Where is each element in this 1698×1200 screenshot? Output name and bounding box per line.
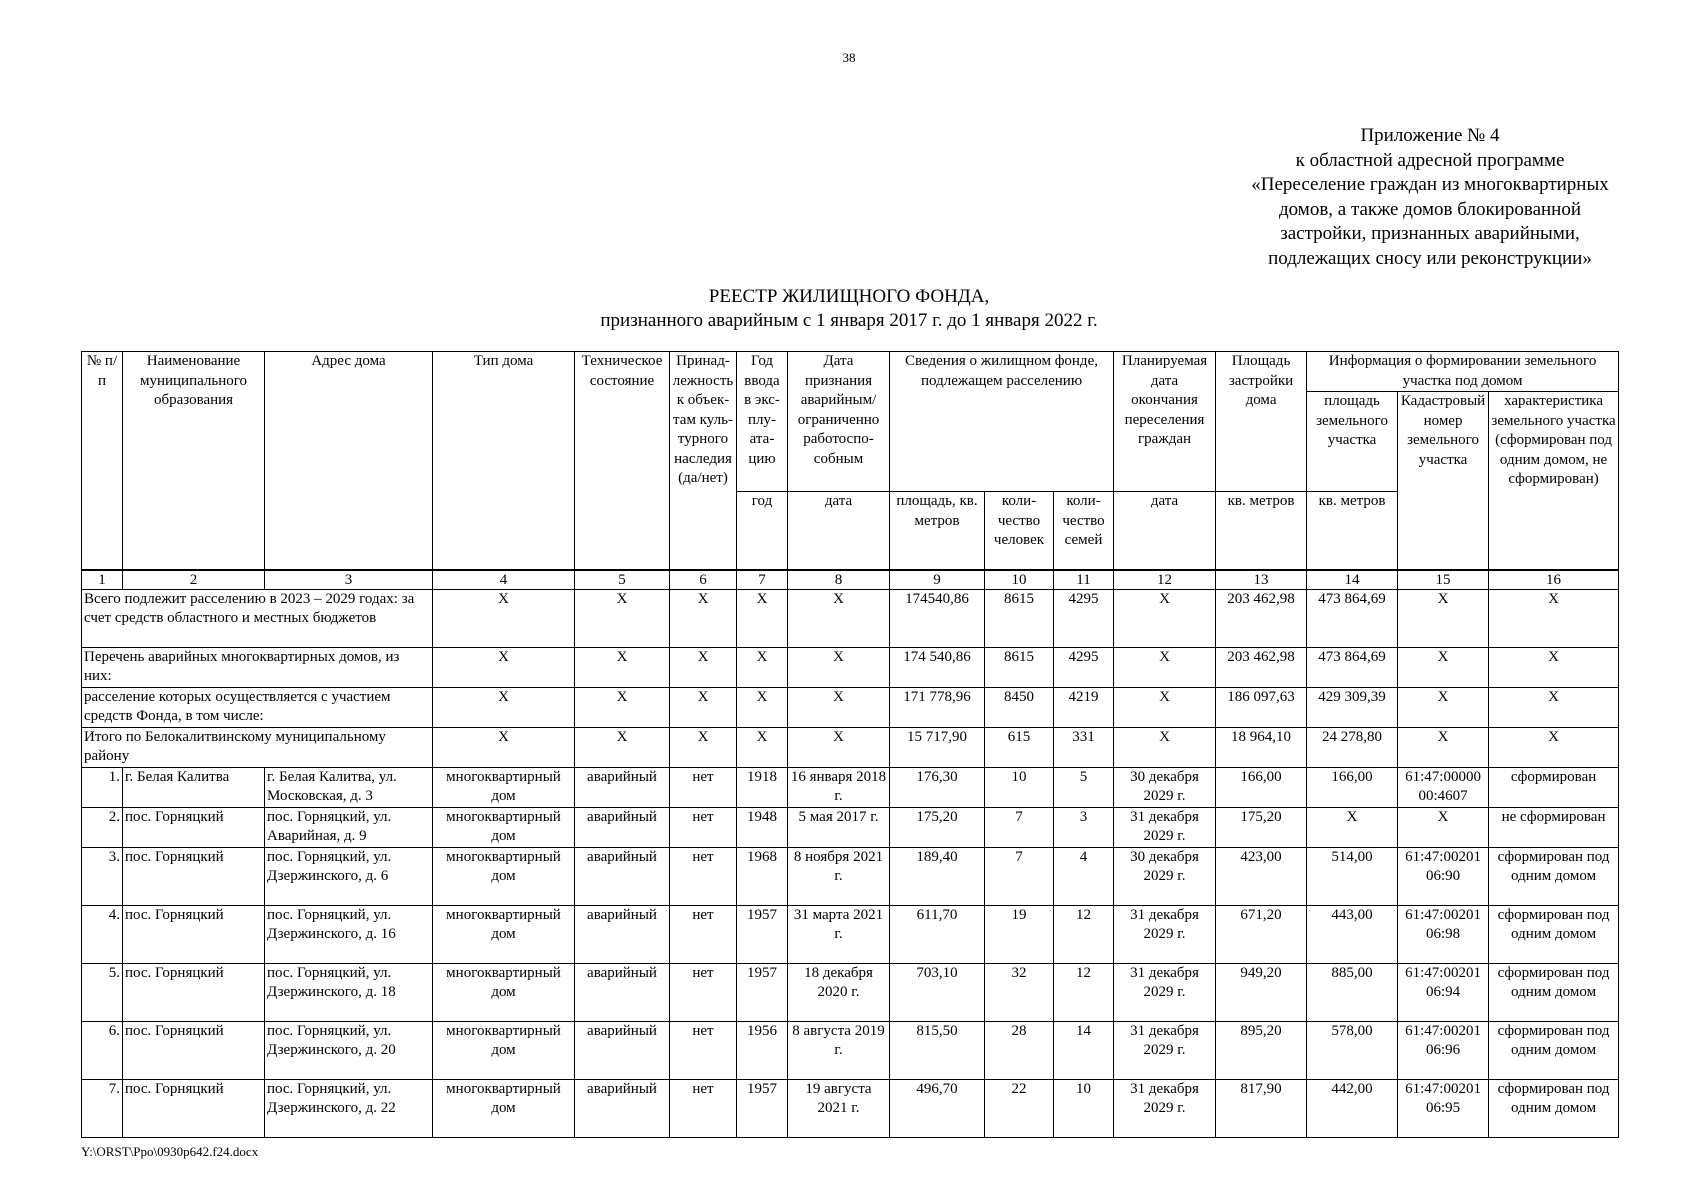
summary-label: Всего подлежит расселению в 2023 – 2029 годах: за счет средств областного и местных бюджетов <box>82 589 433 647</box>
cell-area: 176,30 <box>890 767 985 807</box>
summary-cell: 8615 <box>985 589 1054 647</box>
cell-date-emergency: 5 мая 2017 г. <box>788 807 890 847</box>
cell-planned-date: 31 декабря 2029 г. <box>1114 963 1216 1021</box>
cell-land-status: сформирован под одним домом <box>1489 963 1619 1021</box>
summary-cell: Х <box>433 687 575 727</box>
summary-cell: 429 309,39 <box>1307 687 1398 727</box>
table-row <box>82 905 1619 963</box>
column-number-cell: 14 <box>1307 570 1398 590</box>
cell-building-area: 949,20 <box>1216 963 1307 1021</box>
summary-cell: Х <box>433 727 575 767</box>
cell-cadastral: 61:47:00000 00:4607 <box>1398 767 1489 807</box>
summary-row <box>82 647 1619 687</box>
cell-heritage: нет <box>670 905 737 963</box>
summary-cell: 8450 <box>985 687 1054 727</box>
cell-land-area: Х <box>1307 807 1398 847</box>
header-cell: Адрес дома <box>265 352 433 570</box>
cell-cadastral: 61:47:00201 06:94 <box>1398 963 1489 1021</box>
summary-row <box>82 589 1619 647</box>
cell-n: 2. <box>82 807 123 847</box>
cell-land-status: не сформирован <box>1489 807 1619 847</box>
header-cell: Сведения о жилищном фонде, подлежащем расселению <box>890 352 1114 492</box>
cell-families: 10 <box>1054 1079 1114 1137</box>
summary-cell: 24 278,80 <box>1307 727 1398 767</box>
header-cell: Принадлежность к объектам культурного наследия (да/нет) <box>670 352 737 570</box>
summary-cell: Х <box>737 589 788 647</box>
table-row <box>82 807 1619 847</box>
summary-cell: Х <box>1489 727 1619 767</box>
summary-cell: Х <box>1114 727 1216 767</box>
cell-families: 3 <box>1054 807 1114 847</box>
summary-cell: 18 964,10 <box>1216 727 1307 767</box>
cell-address: пос. Горняцкий, ул. Дзержинского, д. 22 <box>265 1079 433 1137</box>
header-cell: характеристика земельного участка (сформирован под одним домом, не сформирован) <box>1489 392 1619 570</box>
summary-row <box>82 687 1619 727</box>
header-cell: кв. метров <box>1216 492 1307 570</box>
cell-state: аварийный <box>575 847 670 905</box>
cell-land-area: 166,00 <box>1307 767 1398 807</box>
appendix-line: Приложение № 4 <box>1360 125 1500 146</box>
cell-land-area: 578,00 <box>1307 1021 1398 1079</box>
cell-building-area: 895,20 <box>1216 1021 1307 1079</box>
appendix-line: «Переселение граждан из многоквартирных <box>1251 174 1609 195</box>
table-row <box>82 847 1619 905</box>
cell-address: пос. Горняцкий, ул. Аварийная, д. 9 <box>265 807 433 847</box>
summary-cell: Х <box>575 647 670 687</box>
header-cell: кв. метров <box>1307 492 1398 570</box>
cell-area: 175,20 <box>890 807 985 847</box>
header-cell: Дата признания аварийным/ ограниченно работоспособным <box>788 352 890 492</box>
summary-cell: Х <box>1489 589 1619 647</box>
column-number-cell: 12 <box>1114 570 1216 590</box>
summary-cell: 473 864,69 <box>1307 647 1398 687</box>
cell-state: аварийный <box>575 807 670 847</box>
column-number-cell: 7 <box>737 570 788 590</box>
summary-cell: 203 462,98 <box>1216 647 1307 687</box>
cell-address: г. Белая Калитва, ул. Московская, д. 3 <box>265 767 433 807</box>
cell-people: 28 <box>985 1021 1054 1079</box>
cell-year: 1957 <box>737 963 788 1021</box>
summary-cell: Х <box>788 687 890 727</box>
cell-date-emergency: 19 августа 2021 г. <box>788 1079 890 1137</box>
cell-cadastral: 61:47:00201 06:98 <box>1398 905 1489 963</box>
summary-cell: 8615 <box>985 647 1054 687</box>
file-path: Y:\ORST\Ppo\0930p642.f24.docx <box>81 1144 259 1159</box>
summary-cell: Х <box>1398 589 1489 647</box>
cell-municipality: пос. Горняцкий <box>123 963 265 1021</box>
cell-people: 32 <box>985 963 1054 1021</box>
cell-area: 703,10 <box>890 963 985 1021</box>
summary-cell: Х <box>737 647 788 687</box>
summary-cell: Х <box>433 647 575 687</box>
cell-planned-date: 31 декабря 2029 г. <box>1114 1021 1216 1079</box>
cell-year: 1957 <box>737 1079 788 1137</box>
cell-state: аварийный <box>575 905 670 963</box>
summary-cell: 174540,86 <box>890 589 985 647</box>
cell-area: 815,50 <box>890 1021 985 1079</box>
column-number-cell: 6 <box>670 570 737 590</box>
cell-area: 496,70 <box>890 1079 985 1137</box>
column-number-cell: 15 <box>1398 570 1489 590</box>
cell-land-status: сформирован под одним домом <box>1489 847 1619 905</box>
cell-heritage: нет <box>670 963 737 1021</box>
cell-families: 14 <box>1054 1021 1114 1079</box>
cell-planned-date: 30 декабря 2029 г. <box>1114 767 1216 807</box>
summary-cell: Х <box>1398 647 1489 687</box>
cell-planned-date: 31 декабря 2029 г. <box>1114 905 1216 963</box>
summary-cell: 615 <box>985 727 1054 767</box>
cell-n: 3. <box>82 847 123 905</box>
cell-n: 1. <box>82 767 123 807</box>
summary-cell: Х <box>1489 687 1619 727</box>
column-number-cell: 2 <box>123 570 265 590</box>
summary-cell: Х <box>1114 589 1216 647</box>
summary-cell: Х <box>670 589 737 647</box>
header-cell: количество семей <box>1054 492 1114 570</box>
summary-cell: 15 717,90 <box>890 727 985 767</box>
cell-year: 1957 <box>737 905 788 963</box>
cell-land-area: 514,00 <box>1307 847 1398 905</box>
cell-state: аварийный <box>575 1021 670 1079</box>
cell-heritage: нет <box>670 847 737 905</box>
cell-municipality: пос. Горняцкий <box>123 847 265 905</box>
summary-cell: 174 540,86 <box>890 647 985 687</box>
header-cell: год <box>737 492 788 570</box>
header-cell: Планируемая дата окончания переселения граждан <box>1114 352 1216 492</box>
cell-people: 7 <box>985 807 1054 847</box>
summary-cell: Х <box>433 589 575 647</box>
summary-cell: Х <box>670 687 737 727</box>
cell-type: многоквартирный дом <box>433 963 575 1021</box>
cell-date-emergency: 31 марта 2021 г. <box>788 905 890 963</box>
cell-cadastral: Х <box>1398 807 1489 847</box>
header-cell: № п/п <box>82 352 123 570</box>
summary-cell: Х <box>575 589 670 647</box>
cell-date-emergency: 8 августа 2019 г. <box>788 1021 890 1079</box>
cell-land-area: 443,00 <box>1307 905 1398 963</box>
cell-families: 12 <box>1054 963 1114 1021</box>
cell-cadastral: 61:47:00201 06:96 <box>1398 1021 1489 1079</box>
cell-year: 1918 <box>737 767 788 807</box>
column-number-cell: 5 <box>575 570 670 590</box>
cell-year: 1968 <box>737 847 788 905</box>
cell-families: 5 <box>1054 767 1114 807</box>
summary-cell: 171 778,96 <box>890 687 985 727</box>
cell-planned-date: 31 декабря 2029 г. <box>1114 1079 1216 1137</box>
cell-type: многоквартирный дом <box>433 1079 575 1137</box>
cell-families: 4 <box>1054 847 1114 905</box>
header-cell: дата <box>788 492 890 570</box>
cell-address: пос. Горняцкий, ул. Дзержинского, д. 6 <box>265 847 433 905</box>
summary-cell: 203 462,98 <box>1216 589 1307 647</box>
summary-cell: Х <box>670 727 737 767</box>
column-number-cell: 8 <box>788 570 890 590</box>
registry-table <box>81 351 1619 1138</box>
cell-date-emergency: 18 декабря 2020 г. <box>788 963 890 1021</box>
header-cell: Информация о формировании земельного участка под домом <box>1307 352 1619 392</box>
summary-cell: Х <box>1398 687 1489 727</box>
cell-type: многоквартирный дом <box>433 1021 575 1079</box>
cell-land-area: 885,00 <box>1307 963 1398 1021</box>
table-row <box>82 1079 1619 1137</box>
header-cell: площадь, кв. метров <box>890 492 985 570</box>
summary-row <box>82 727 1619 767</box>
cell-n: 5. <box>82 963 123 1021</box>
summary-cell: 4295 <box>1054 647 1114 687</box>
cell-area: 611,70 <box>890 905 985 963</box>
appendix-line: к областной адресной программе <box>1295 149 1565 171</box>
header-cell: Кадастровый номер земельного участка <box>1398 392 1489 570</box>
header-cell: Наименование муниципального образования <box>123 352 265 570</box>
cell-type: многоквартирный дом <box>433 807 575 847</box>
cell-building-area: 671,20 <box>1216 905 1307 963</box>
header-cell: Площадь застройки дома <box>1216 352 1307 492</box>
cell-date-emergency: 16 января 2018 г. <box>788 767 890 807</box>
header-cell: количество человек <box>985 492 1054 570</box>
cell-state: аварийный <box>575 767 670 807</box>
cell-families: 12 <box>1054 905 1114 963</box>
cell-heritage: нет <box>670 767 737 807</box>
cell-people: 7 <box>985 847 1054 905</box>
cell-land-status: сформирован <box>1489 767 1619 807</box>
subtitle-line: признанного аварийным с 1 января 2017 г. до 1 января 2022 г. <box>600 310 1098 331</box>
appendix-line: подлежащих сносу или реконструкции» <box>1268 247 1592 269</box>
cell-municipality: г. Белая Калитва <box>123 767 265 807</box>
cell-people: 22 <box>985 1079 1054 1137</box>
cell-building-area: 817,90 <box>1216 1079 1307 1137</box>
cell-building-area: 175,20 <box>1216 807 1307 847</box>
table-row <box>82 963 1619 1021</box>
cell-heritage: нет <box>670 1021 737 1079</box>
header-cell: Техническое состояние <box>575 352 670 570</box>
summary-cell: 331 <box>1054 727 1114 767</box>
column-number-cell: 13 <box>1216 570 1307 590</box>
summary-cell: Х <box>788 727 890 767</box>
header-cell: Тип дома <box>433 352 575 570</box>
table-body <box>82 570 1619 1138</box>
cell-people: 10 <box>985 767 1054 807</box>
column-number-cell: 4 <box>433 570 575 590</box>
cell-date-emergency: 8 ноября 2021 г. <box>788 847 890 905</box>
summary-label: Итого по Белокалитвинскому муниципальному району <box>82 727 433 767</box>
appendix-heading <box>1235 124 1625 271</box>
cell-planned-date: 31 декабря 2029 г. <box>1114 807 1216 847</box>
summary-cell: Х <box>1114 687 1216 727</box>
column-number-cell: 11 <box>1054 570 1114 590</box>
cell-address: пос. Горняцкий, ул. Дзержинского, д. 20 <box>265 1021 433 1079</box>
cell-year: 1956 <box>737 1021 788 1079</box>
summary-label: Перечень аварийных многоквартирных домов, из них: <box>82 647 433 687</box>
cell-cadastral: 61:47:00201 06:90 <box>1398 847 1489 905</box>
column-number-cell: 9 <box>890 570 985 590</box>
cell-municipality: пос. Горняцкий <box>123 1021 265 1079</box>
summary-cell: 186 097,63 <box>1216 687 1307 727</box>
column-number-cell: 3 <box>265 570 433 590</box>
cell-municipality: пос. Горняцкий <box>123 1079 265 1137</box>
cell-n: 4. <box>82 905 123 963</box>
column-numbers-row <box>82 570 1619 590</box>
summary-label: расселение которых осуществляется с участием средств Фонда, в том числе: <box>82 687 433 727</box>
appendix-line: застройки, признанных аварийными, <box>1280 223 1580 244</box>
cell-type: многоквартирный дом <box>433 767 575 807</box>
summary-cell: Х <box>575 727 670 767</box>
header-cell: площадь земельного участка <box>1307 392 1398 492</box>
summary-cell: 4219 <box>1054 687 1114 727</box>
summary-cell: Х <box>1114 647 1216 687</box>
cell-cadastral: 61:47:00201 06:95 <box>1398 1079 1489 1137</box>
summary-cell: Х <box>788 589 890 647</box>
summary-cell: Х <box>575 687 670 727</box>
summary-cell: Х <box>1489 647 1619 687</box>
document-title <box>0 285 1698 333</box>
cell-n: 6. <box>82 1021 123 1079</box>
appendix-line: домов, а также домов блокированной <box>1278 198 1582 220</box>
column-number-cell: 10 <box>985 570 1054 590</box>
summary-cell: 4295 <box>1054 589 1114 647</box>
cell-n: 7. <box>82 1079 123 1137</box>
cell-municipality: пос. Горняцкий <box>123 807 265 847</box>
column-number-cell: 1 <box>82 570 123 590</box>
title-line: РЕЕСТР ЖИЛИЩНОГО ФОНДА, <box>708 286 990 307</box>
cell-people: 19 <box>985 905 1054 963</box>
column-number-cell: 16 <box>1489 570 1619 590</box>
cell-address: пос. Горняцкий, ул. Дзержинского, д. 18 <box>265 963 433 1021</box>
summary-cell: Х <box>670 647 737 687</box>
summary-cell: 473 864,69 <box>1307 589 1398 647</box>
cell-type: многоквартирный дом <box>433 847 575 905</box>
cell-type: многоквартирный дом <box>433 905 575 963</box>
cell-state: аварийный <box>575 963 670 1021</box>
cell-year: 1948 <box>737 807 788 847</box>
summary-cell: Х <box>737 727 788 767</box>
table-row <box>82 767 1619 807</box>
cell-land-status: сформирован под одним домом <box>1489 905 1619 963</box>
header-cell: Год ввода в эксплуатацию <box>737 352 788 492</box>
cell-heritage: нет <box>670 1079 737 1137</box>
table-row <box>82 1021 1619 1079</box>
cell-state: аварийный <box>575 1079 670 1137</box>
summary-cell: Х <box>1398 727 1489 767</box>
summary-cell: Х <box>737 687 788 727</box>
cell-building-area: 166,00 <box>1216 767 1307 807</box>
cell-land-area: 442,00 <box>1307 1079 1398 1137</box>
page-number: 38 <box>842 50 856 65</box>
cell-building-area: 423,00 <box>1216 847 1307 905</box>
header-cell: дата <box>1114 492 1216 570</box>
cell-address: пос. Горняцкий, ул. Дзержинского, д. 16 <box>265 905 433 963</box>
cell-planned-date: 30 декабря 2029 г. <box>1114 847 1216 905</box>
table-header <box>82 352 1619 570</box>
cell-municipality: пос. Горняцкий <box>123 905 265 963</box>
cell-area: 189,40 <box>890 847 985 905</box>
summary-cell: Х <box>788 647 890 687</box>
cell-heritage: нет <box>670 807 737 847</box>
cell-land-status: сформирован под одним домом <box>1489 1079 1619 1137</box>
cell-land-status: сформирован под одним домом <box>1489 1021 1619 1079</box>
